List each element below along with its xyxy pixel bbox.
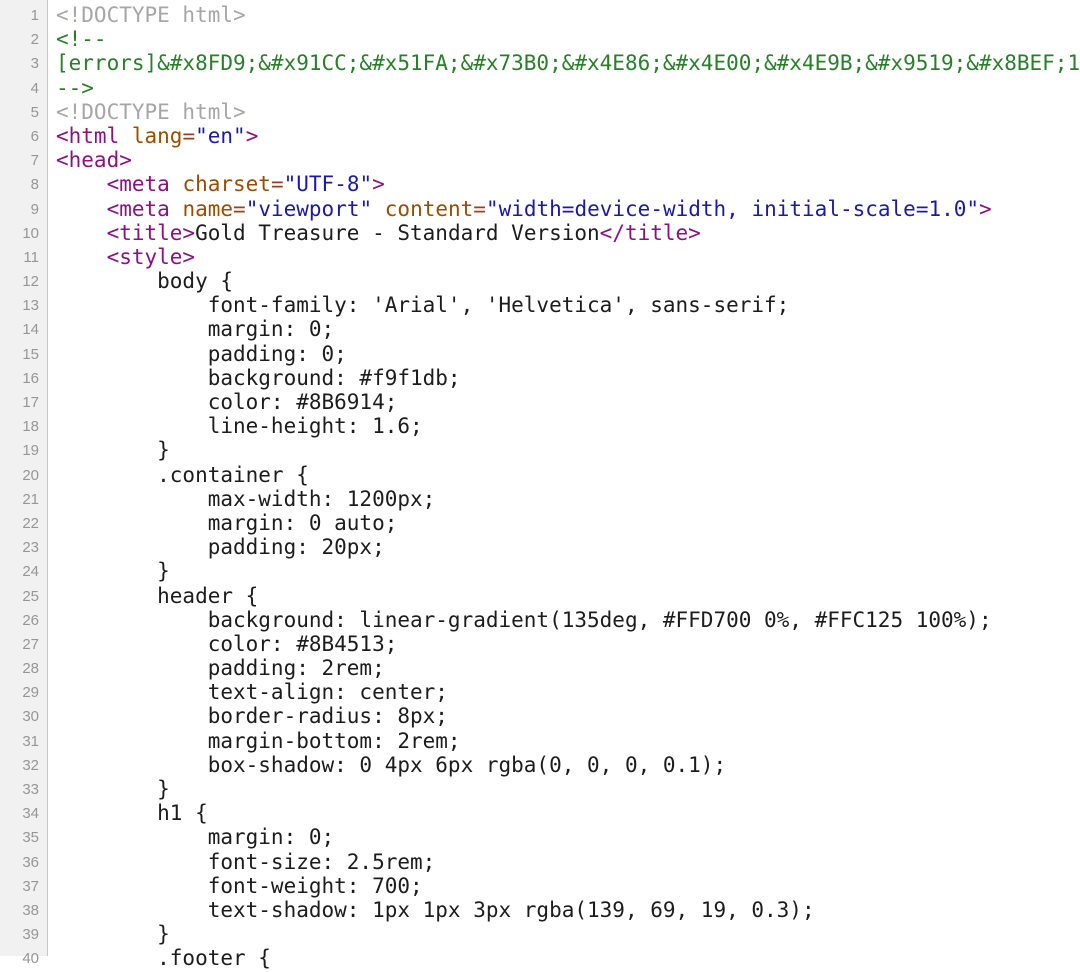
code-token-tag: <html	[56, 123, 120, 148]
code-area[interactable]	[49, 0, 1080, 971]
code-line	[56, 414, 1080, 438]
code-token-txt: background: #f9f1db;	[56, 365, 461, 390]
line-number: 10	[22, 224, 39, 242]
line-number: 40	[22, 950, 39, 968]
code-line	[56, 632, 1080, 656]
line-number: 11	[23, 248, 39, 266]
code-token-txt: margin-bottom: 2rem;	[56, 728, 461, 753]
code-token-tag: </title>	[599, 220, 701, 245]
code-token-txt: font-weight: 700;	[56, 873, 423, 898]
code-token-txt: margin: 0;	[56, 317, 335, 342]
line-number: 33	[22, 781, 39, 798]
line-number: 28	[22, 660, 39, 678]
code-token-eq: =	[233, 196, 246, 221]
code-token-txt: }	[56, 922, 170, 947]
line-number: 25	[22, 587, 39, 605]
code-token-com: [errors]&#x8FD9;&#x91CC;&#x51FA;&#x73B0;&#x4E86;&#x4E00;&#x4E9B;&#x9519;&#x8BEF;1	[56, 51, 1080, 76]
line-number: 23	[22, 539, 39, 557]
code-token-txt	[170, 197, 183, 221]
code-token-val: "viewport"	[245, 196, 373, 221]
line-number: 2	[30, 31, 39, 49]
code-token-attr: name	[182, 196, 234, 221]
code-token-txt	[56, 197, 107, 221]
code-token-txt	[56, 245, 107, 269]
code-line	[56, 317, 1080, 341]
line-number: 35	[22, 829, 39, 847]
code-line	[56, 535, 1080, 559]
code-line	[56, 76, 1080, 100]
line-number: 8	[30, 176, 39, 194]
code-token-attr: charset	[182, 172, 271, 197]
code-token-tag: >	[245, 123, 259, 148]
code-line	[56, 438, 1080, 462]
line-number: 31	[22, 732, 39, 750]
code-line	[56, 680, 1080, 704]
code-token-tag: <head>	[56, 148, 132, 173]
line-number: 26	[22, 611, 39, 629]
code-line	[56, 100, 1080, 124]
line-number-gutter	[0, 0, 48, 968]
line-number: 3	[30, 55, 39, 73]
code-line	[56, 753, 1080, 777]
code-line	[56, 293, 1080, 317]
line-number: 32	[22, 756, 39, 774]
code-line	[56, 922, 1080, 946]
code-token-txt: background: linear-gradient(135deg, #FFD700 0%, #FFC125 100%);	[56, 607, 992, 632]
code-line	[56, 3, 1080, 27]
code-token-val: "en"	[195, 123, 246, 148]
code-line	[56, 342, 1080, 366]
code-token-txt: line-height: 1.6;	[56, 414, 423, 439]
line-number: 4	[30, 79, 39, 97]
code-token-tag: >	[979, 196, 992, 221]
line-number: 6	[30, 127, 39, 145]
line-number: 21	[22, 490, 39, 508]
code-token-txt: }	[56, 438, 170, 463]
code-line	[56, 51, 1080, 75]
code-token-txt: body {	[56, 269, 234, 294]
line-number: 22	[22, 514, 39, 532]
code-token-tag: <meta	[106, 196, 170, 221]
code-line	[56, 269, 1080, 293]
code-token-txt	[56, 172, 107, 196]
code-line	[56, 874, 1080, 898]
line-number: 27	[22, 635, 39, 653]
code-line	[56, 608, 1080, 632]
code-token-txt: padding: 0;	[56, 341, 347, 366]
code-token-com: <!--	[56, 27, 107, 52]
code-token-attr: content	[384, 196, 474, 221]
code-token-txt: text-align: center;	[56, 680, 448, 705]
code-token-txt: padding: 20px;	[56, 535, 385, 560]
code-token-txt: color: #8B6914;	[56, 390, 398, 414]
code-token-txt: padding: 2rem;	[56, 656, 385, 681]
code-line	[56, 197, 1080, 221]
code-token-txt: }	[56, 777, 170, 801]
code-line	[56, 825, 1080, 849]
code-token-txt: }	[56, 559, 170, 584]
code-token-txt: margin: 0;	[56, 825, 335, 850]
code-line	[56, 245, 1080, 269]
code-line	[56, 511, 1080, 535]
line-number: 15	[22, 345, 39, 363]
line-number: 16	[22, 369, 39, 387]
code-token-txt: font-family: 'Arial', 'Helvetica', sans-serif;	[56, 293, 790, 318]
code-line	[56, 148, 1080, 172]
code-token-txt: h1 {	[56, 801, 208, 826]
line-number: 24	[22, 563, 39, 581]
line-number: 30	[22, 708, 39, 726]
code-line	[56, 584, 1080, 608]
code-line	[56, 946, 1080, 970]
code-token-tag: <title>	[106, 220, 196, 245]
line-number: 37	[22, 877, 39, 895]
code-token-gray: <!DOCTYPE html>	[56, 3, 246, 27]
code-token-txt: max-width: 1200px;	[56, 486, 436, 511]
code-token-txt: margin: 0 auto;	[56, 510, 398, 535]
code-token-txt: border-radius: 8px;	[56, 704, 448, 729]
code-token-gray: <!DOCTYPE html>	[56, 99, 246, 124]
code-line	[56, 463, 1080, 487]
code-token-txt	[372, 197, 385, 221]
line-number: 29	[22, 684, 39, 702]
line-number: 13	[22, 297, 39, 315]
code-token-attr: lang	[131, 123, 183, 148]
code-line	[56, 801, 1080, 825]
code-line	[56, 124, 1080, 148]
code-line	[56, 487, 1080, 511]
line-number: 9	[30, 200, 39, 218]
code-line	[56, 729, 1080, 753]
code-token-txt: color: #8B4513;	[56, 631, 398, 656]
code-token-tag: <style>	[106, 244, 196, 269]
line-number: 7	[30, 152, 39, 170]
code-token-txt	[119, 124, 132, 148]
code-token-txt: Gold Treasure - Standard Version	[195, 220, 600, 245]
code-line	[56, 27, 1080, 51]
code-token-txt: font-size: 2.5rem;	[56, 849, 436, 874]
line-number: 18	[22, 418, 39, 436]
code-line	[56, 777, 1080, 801]
code-line	[56, 704, 1080, 728]
code-token-eq: =	[270, 172, 284, 197]
line-number: 5	[30, 103, 39, 121]
line-number: 14	[22, 321, 39, 339]
code-token-tag: <meta	[106, 172, 170, 197]
line-number: 20	[22, 466, 39, 484]
code-token-txt: header {	[56, 583, 259, 608]
code-token-txt: .container {	[56, 462, 309, 487]
code-token-eq: =	[473, 196, 486, 221]
code-token-txt: .footer {	[56, 946, 271, 971]
code-token-tag: >	[372, 172, 385, 197]
code-line	[56, 656, 1080, 680]
line-number: 36	[22, 853, 39, 871]
code-line	[56, 366, 1080, 390]
code-line	[56, 390, 1080, 414]
line-number: 19	[22, 442, 39, 460]
code-line	[56, 559, 1080, 583]
code-token-txt	[170, 172, 183, 196]
code-line	[56, 850, 1080, 874]
line-number: 39	[22, 926, 39, 944]
code-line	[56, 172, 1080, 196]
code-token-txt: box-shadow: 0 4px 6px rgba(0, 0, 0, 0.1);	[56, 752, 727, 777]
code-token-val: "UTF-8"	[283, 172, 373, 197]
code-token-com: -->	[56, 75, 94, 100]
line-number: 1	[30, 7, 39, 24]
line-number: 12	[22, 273, 39, 291]
code-token-val: "width=device-width, initial-scale=1.0"	[485, 196, 980, 221]
code-token-txt: text-shadow: 1px 1px 3px rgba(139, 69, 19, 0.3);	[56, 897, 815, 922]
code-line	[56, 221, 1080, 245]
line-number: 17	[22, 394, 39, 411]
code-token-eq: =	[182, 123, 196, 148]
line-number: 38	[22, 901, 39, 919]
line-number: 34	[22, 805, 39, 823]
code-token-txt	[56, 221, 107, 245]
code-line	[56, 898, 1080, 922]
